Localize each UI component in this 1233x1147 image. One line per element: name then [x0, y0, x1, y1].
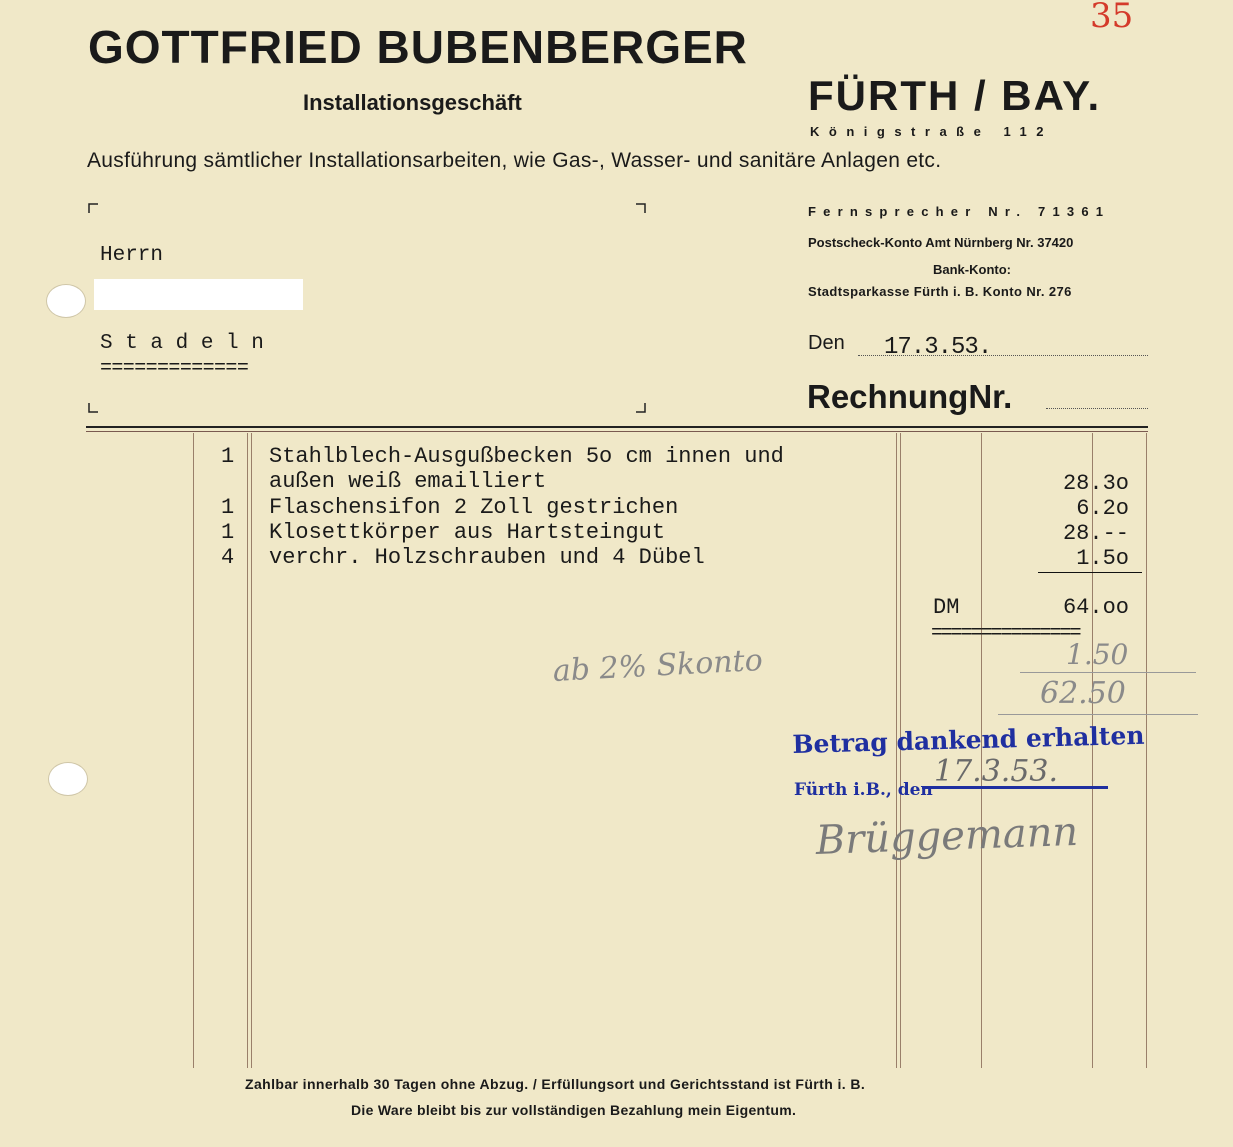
- item-description: außen weiß emailliert: [269, 469, 547, 494]
- table-top-rule-thin: [86, 431, 1148, 432]
- item-price: 1.5o: [1076, 546, 1129, 571]
- window-corner-tr: [636, 203, 646, 213]
- recipient-salutation: Herrn: [100, 244, 164, 267]
- item-price: 28.3o: [1062, 471, 1129, 496]
- invoice-date: 17.3.53.: [884, 334, 992, 361]
- company-city: FÜRTH / BAY.: [808, 72, 1102, 119]
- company-street: Königstraße 112: [810, 124, 1053, 139]
- footer-ownership-note: Die Ware bleibt bis zur vollständigen Bezahlung mein Eigentum.: [351, 1102, 797, 1118]
- company-name: GOTTFRIED BUBENBERGER: [88, 21, 748, 73]
- receipt-stamp-date: 17.3.53.: [934, 754, 1059, 789]
- date-dotted-line: [858, 355, 1148, 356]
- item-qty: 1: [221, 520, 235, 545]
- recipient-city-underline: =============: [100, 357, 249, 380]
- subtotal-rule: [1038, 572, 1142, 573]
- table-top-rule: [86, 426, 1148, 428]
- handwritten-discount-value: 1.50: [1066, 638, 1129, 671]
- handwritten-net-value: 62.50: [1040, 676, 1126, 711]
- total-amount: 64.oo: [1062, 595, 1129, 620]
- item-qty: 4: [221, 545, 235, 570]
- total-currency: DM: [933, 595, 960, 620]
- column-rule-1: [193, 433, 194, 1068]
- column-rule-2b: [251, 433, 252, 1068]
- invoice-number-dotted-line: [1046, 408, 1148, 409]
- postscheck-account: Postscheck-Konto Amt Nürnberg Nr. 37420: [808, 235, 1074, 250]
- window-corner-br: [636, 403, 646, 413]
- page-number: 35: [1090, 0, 1134, 36]
- phone-number: Fernsprecher Nr. 71361: [808, 204, 1111, 219]
- receipt-stamp-place: Fürth i.B., den: [794, 780, 933, 800]
- item-price: 6.2o: [1076, 496, 1129, 521]
- punch-hole-bottom: [48, 762, 88, 796]
- item-description: Klosettkörper aus Hartsteingut: [269, 520, 666, 545]
- item-qty: 1: [221, 444, 235, 469]
- item-description: Flaschensifon 2 Zoll gestrichen: [269, 495, 679, 520]
- item-price: 28.--: [1062, 521, 1129, 546]
- handwritten-signature: Brüggemann: [815, 808, 1079, 864]
- invoice-number-label: RechnungNr.: [807, 378, 1013, 415]
- date-label: Den: [808, 332, 845, 354]
- bank-account: Stadtsparkasse Fürth i. B. Konto Nr. 276: [808, 284, 1072, 299]
- receipt-stamp-text: Betrag dankend erhalten: [792, 720, 1145, 759]
- total-underline: ===============: [931, 622, 1080, 645]
- window-corner-bl: [88, 403, 98, 413]
- item-description: Stahlblech-Ausgußbecken 5o cm innen und: [269, 444, 784, 469]
- footer-payment-terms: Zahlbar innerhalb 30 Tagen ohne Abzug. / Erfüllungsort und Gerichtsstand ist Fürth i. B.: [245, 1076, 866, 1092]
- handwritten-discount-rule: [1020, 672, 1196, 673]
- company-tagline: Ausführung sämtlicher Installationsarbeiten, wie Gas-, Wasser- und sanitäre Anlagen etc.: [87, 149, 942, 172]
- handwritten-discount-note: ab 2% Skonto: [552, 643, 764, 689]
- handwritten-net-rule: [998, 714, 1198, 715]
- recipient-city: S t a d e l n: [100, 332, 264, 355]
- column-rule-2a: [247, 433, 248, 1068]
- item-qty: 1: [221, 495, 235, 520]
- punch-hole-top: [46, 284, 86, 318]
- window-corner-tl: [88, 203, 98, 213]
- column-rule-6: [1146, 433, 1147, 1068]
- recipient-name-redacted: [94, 279, 303, 310]
- company-type: Installationsgeschäft: [303, 90, 522, 115]
- bank-label: Bank-Konto:: [933, 262, 1011, 277]
- item-description: verchr. Holzschrauben und 4 Dübel: [269, 545, 705, 570]
